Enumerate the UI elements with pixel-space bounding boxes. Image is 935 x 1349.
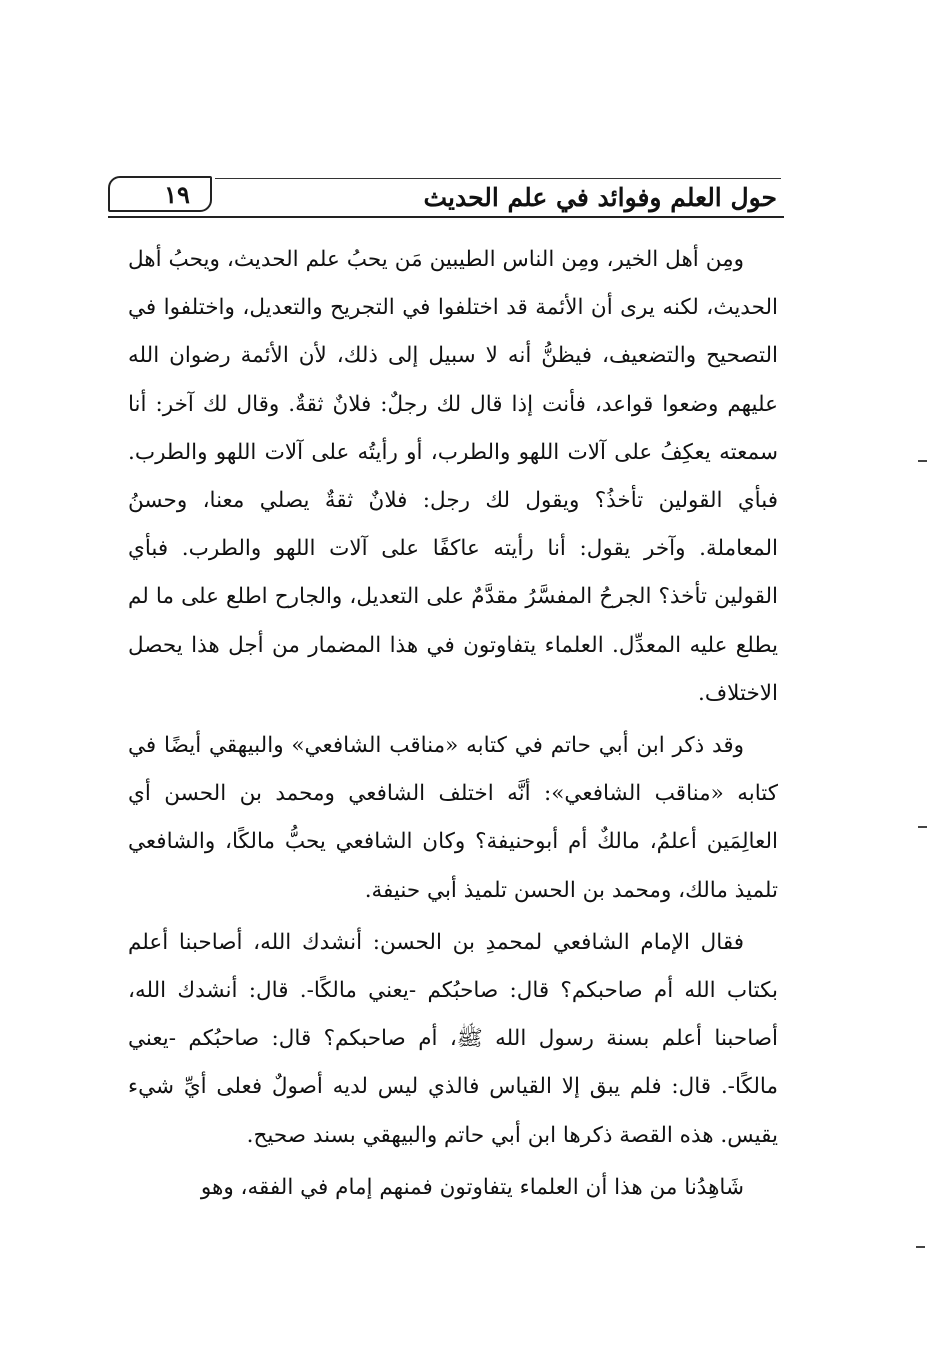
paragraph-3: فقال الإمام الشافعي لمحمدِ بن الحسن: أنشدك الله، أصاحبنا أعلم بكتاب الله أم صاحبكم؟ قال: صاحبُكم -يعني مالكًا-. قال: أنشدك الله، أصاحبنا أعلم بسنة رسول الله ﷺ، أم صاحبكم؟ قال: صاحبُكم -يعني مالكًا-. قال: فلم يبق إلا القياس فالذي ليس لديه أصولٌ فعلى أيِّ شيء يقيس. هذه القصة ذكرها ابن أبي حاتم والبيهقي بسند صحيح. [128,929,778,1148]
paragraph-4: شَاهِدُنا من هذا أن العلماء يتفاوتون فمنهم إمام في الفقه، وهو [200,1174,744,1200]
scan-edge-mark [916,1246,925,1248]
paragraph-1: ومِن أهل الخير، ومِن الناس الطيبين مَن يحبُ علم الحديث، ويحبُ أهل الحديث، لكنه يرى أن الأئمة قد اختلفوا في التجريح والتعديل، واختلفوا في التصحيح والتضعيف، فيظنُّ أنه لا سبيل إلى ذلك، لأن الأئمة رضوان الله عليهم وضعوا قواعد، فأنت إذا قال لك رجلٌ: فلانٌ ثقةٌ. وقال لك آخر: أنا سمعته يعكِفُ على آلات اللهو والطرب، أو رأيتُه على آلات اللهو والطرب. فبأي القولين تأخذُ؟ ويقول لك رجل: فلانٌ ثقةٌ يصلي معنا، وحسنُ المعاملة. وآخر يقول: أنا رأيته عاكفًا على آلات اللهو والطرب. فبأي القولين تأخذ؟ الجرحُ المفسَّرُ مقدَّمٌ على التعديل، والجارح اطلع على ما لم يطلع عليه المعدِّل. العلماء يتفاوتون في هذا المضمار من أجل هذا يحصل الاختلاف. [128,247,778,706]
running-title: حول العلم وفوائد في علم الحديث [423,183,777,212]
scan-edge-mark [918,826,927,828]
scan-edge-mark [918,460,927,462]
paragraph-2: وقد ذكر ابن أبي حاتم في كتابه «مناقب الشافعي» والبيهقي أيضًا في كتابه «مناقب الشافعي»: أنَّه اختلف الشافعي ومحمد بن الحسن أي العالِمَين أعلمُ، مالكٌ أم أبوحنيفة؟ وكان الشافعي يحبُّ مالكًا، والشافعي تلميذ مالك، ومحمد بن الحسن تلميذ أبي حنيفة. [128,733,778,903]
page-number: ١٩ [164,180,190,209]
header-top-rule [215,178,781,179]
page-body [128,236,778,1216]
